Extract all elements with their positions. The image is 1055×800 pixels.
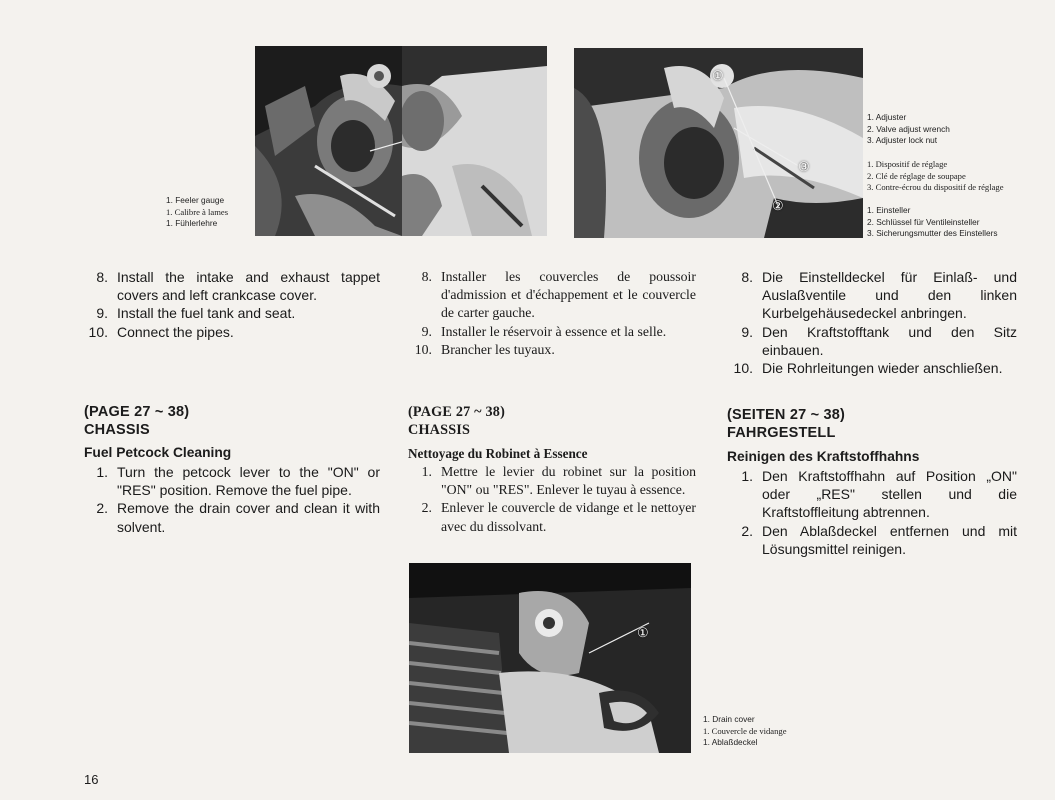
- figure2-captions-en: [867, 112, 950, 147]
- english-steps: [84, 268, 380, 341]
- caption-fr-3: 3. Contre-écrou du dispositif de réglage: [867, 182, 1004, 193]
- caption-valve-adjust-wrench: 2. Valve adjust wrench: [867, 123, 950, 134]
- callout-marker-1: ①: [637, 625, 649, 640]
- step-9: 9. Installer le réservoir à essence et la selle.: [421, 323, 667, 339]
- valve-adjuster-photo: [574, 48, 863, 238]
- callout-marker-3: ③: [798, 159, 810, 174]
- caption-de: 1. Ablaßdeckel: [703, 737, 758, 748]
- step-2: 2. Den Ablaßdeckel entfernen und mit Lösungsmittel reinigen.: [741, 522, 1017, 557]
- french-subheading: Nettoyage du Robinet à Essence: [408, 446, 588, 461]
- german-steps: [727, 268, 1017, 377]
- french-section-ref: (PAGE 27 ~ 38): [408, 404, 505, 420]
- figure1-captions: [166, 195, 228, 230]
- caption-de-3: 3. Sicherungsmutter des Einstellers: [867, 228, 998, 239]
- caption-de: 1. Fühlerlehre: [166, 218, 218, 229]
- step-1: 1. Turn the petcock lever to the "ON" or "RES" position. Remove the fuel pipe.: [96, 464, 380, 499]
- callout-marker-2: ②: [772, 198, 784, 213]
- caption-en: 1. Drain cover: [703, 714, 755, 724]
- english-subheading: Fuel Petcock Cleaning: [84, 445, 232, 460]
- caption-en: 1. Feeler gauge: [166, 195, 225, 205]
- caption-fr-2: 2. Clé de réglage de soupape: [867, 170, 966, 181]
- feeler-gauge-photo: [255, 46, 402, 236]
- step-8: 8. Installer les couvercles de poussoir d'admission et d'échappement et le couvercle de carter gauche.: [421, 269, 696, 321]
- english-section-ref: (PAGE 27 ~ 38): [84, 404, 190, 420]
- caption-fr: 1. Calibre à lames: [166, 206, 229, 217]
- french-steps: [408, 268, 696, 359]
- step-9: 9. Den Kraftstofftank und den Sitz einbauen.: [741, 323, 1017, 358]
- caption-fr-1: 1. Dispositif de réglage: [867, 159, 948, 169]
- step-10: 10. Connect the pipes.: [88, 323, 234, 340]
- german-section-title: FAHRGESTELL: [727, 425, 836, 441]
- step-2: 2. Remove the drain cover and clean it with solvent.: [96, 500, 380, 535]
- step-8: 8. Die Einstelldeckel für Einlaß- und Auslaßventile und den linken Kurbelgehäusedeckel anbringen.: [741, 269, 1017, 322]
- page-number: 16: [84, 772, 99, 787]
- french-section-title: CHASSIS: [408, 422, 471, 438]
- feeler-gauge-photo-detail: [402, 46, 547, 236]
- figure2-captions-de: [867, 205, 998, 240]
- german-subheading: Reinigen des Kraftstoffhahns: [727, 449, 920, 464]
- english-steps2: [84, 463, 380, 536]
- caption-de-1: 1. Einsteller: [867, 205, 911, 215]
- figure2-captions-fr: [867, 159, 1004, 194]
- caption-fr: 1. Couvercle de vidange: [703, 725, 787, 736]
- step-10: 10. Die Rohrleitungen wieder anschließen.: [733, 360, 1003, 377]
- step-8: 8. Install the intake and exhaust tappet covers and left crankcase cover.: [96, 269, 380, 304]
- step-9: 9. Install the fuel tank and seat.: [96, 305, 296, 322]
- figure3-captions: [703, 714, 787, 749]
- caption-adjuster: 1. Adjuster: [867, 112, 907, 122]
- drain-cover-photo: [409, 563, 691, 753]
- step-1: 1. Den Kraftstoffhahn auf Position „ON" oder „RES" stellen und die Kraftstoffleitung abtrennen.: [741, 468, 1017, 521]
- step-10: 10. Brancher les tuyaux.: [414, 341, 555, 357]
- step-1: 1. Mettre le levier du robinet sur la position "ON" ou "RES". Enlever le tuyau à essence.: [421, 464, 696, 498]
- german-steps2: [727, 467, 1017, 558]
- caption-adjuster-lock-nut: 3. Adjuster lock nut: [867, 135, 938, 146]
- french-steps2: [408, 463, 696, 536]
- callout-marker-1: ①: [712, 68, 724, 83]
- english-section-title: CHASSIS: [84, 422, 150, 438]
- caption-de-2: 2. Schlüssel für Ventileinsteller: [867, 216, 980, 227]
- german-section-ref: (SEITEN 27 ~ 38): [727, 407, 846, 423]
- step-2: 2. Enlever le couvercle de vidange et le nettoyer avec du dissolvant.: [421, 500, 696, 534]
